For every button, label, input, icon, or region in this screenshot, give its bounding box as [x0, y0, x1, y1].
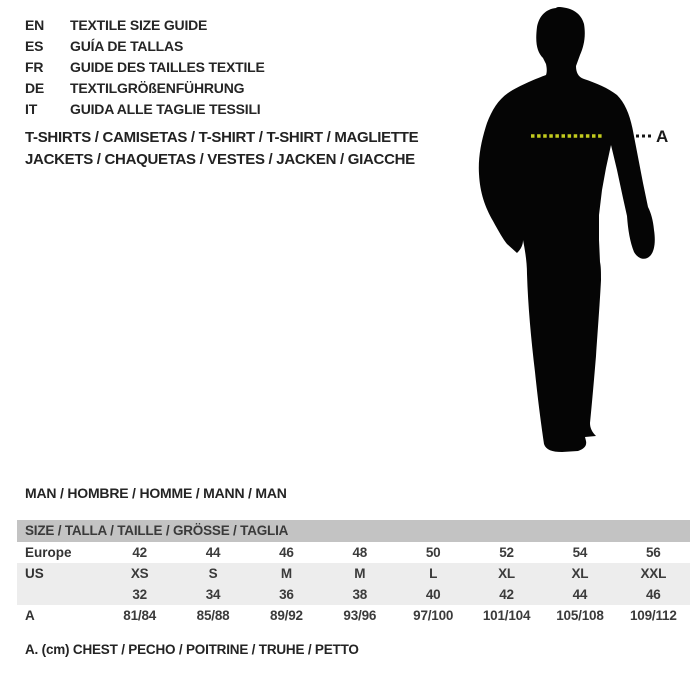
garment-categories	[25, 127, 418, 171]
table-cell: 50	[425, 545, 441, 560]
table-cell: 56	[646, 545, 661, 560]
category-tshirts: T-SHIRTS / CAMISETAS / T-SHIRT / T-SHIRT / MAGLIETTE	[25, 129, 419, 146]
language-code: IT	[25, 101, 38, 117]
language-row-de	[25, 78, 265, 99]
man-silhouette-shape	[479, 7, 655, 452]
table-cell: 42	[132, 545, 147, 560]
language-row-fr	[25, 57, 265, 78]
language-list	[25, 15, 265, 120]
table-row-extra	[17, 584, 690, 605]
footnote-chest: A. (cm) CHEST / PECHO / POITRINE / TRUHE / PETTO	[25, 642, 359, 657]
man-silhouette-figure	[455, 0, 690, 470]
table-cell: 89/92	[270, 608, 303, 623]
table-cell: 46	[646, 587, 661, 602]
table-row-europe	[17, 542, 690, 563]
language-label: TEXTILGRÖßENFÜHRUNG	[70, 80, 245, 96]
table-cell: 48	[352, 545, 368, 560]
table-cell: 97/100	[413, 608, 454, 623]
table-cell: 36	[279, 587, 294, 602]
row-label: US	[25, 566, 44, 581]
language-label: GUÍA DE TALLAS	[70, 38, 184, 54]
measure-label-a: A	[656, 127, 669, 146]
table-cell: 34	[205, 587, 221, 602]
language-label: TEXTILE SIZE GUIDE	[70, 17, 208, 33]
table-cell: 54	[572, 545, 588, 560]
table-cell: 32	[132, 587, 147, 602]
table-cell: 40	[425, 587, 441, 602]
category-jackets: JACKETS / CHAQUETAS / VESTES / JACKEN / GIACCHE	[25, 151, 415, 168]
table-cell: XXL	[640, 566, 667, 581]
table-cell: S	[208, 566, 218, 581]
table-cell: 101/104	[482, 608, 531, 623]
row-label: Europe	[25, 545, 72, 560]
section-title-man: MAN / HOMBRE / HOMME / MANN / MAN	[25, 485, 287, 501]
table-cell: 44	[572, 587, 588, 602]
table-cell: XL	[498, 566, 515, 581]
size-table-body	[17, 542, 690, 626]
language-code: DE	[25, 80, 45, 96]
table-cell: L	[429, 566, 438, 581]
language-row-it	[25, 99, 265, 120]
size-table-header: SIZE / TALLA / TAILLE / GRÖSSE / TAGLIA	[17, 520, 690, 542]
table-cell: 46	[279, 545, 294, 560]
language-code: FR	[25, 59, 44, 75]
table-cell: 85/88	[196, 608, 230, 623]
table-row-a	[17, 605, 690, 626]
table-row-us	[17, 563, 690, 584]
table-cell: XL	[571, 566, 589, 581]
language-row-es	[25, 36, 265, 57]
table-cell: 93/96	[343, 608, 377, 623]
table-cell: 81/84	[123, 608, 157, 623]
language-code: ES	[25, 38, 44, 54]
row-label: A	[25, 608, 35, 623]
row-label	[17, 584, 103, 605]
table-cell: 44	[205, 545, 221, 560]
language-code: EN	[25, 17, 45, 33]
table-cell: 105/108	[556, 608, 604, 623]
table-cell: 52	[499, 545, 514, 560]
language-label: GUIDE DES TAILLES TEXTILE	[70, 59, 265, 75]
size-table	[17, 520, 690, 626]
table-cell: 109/112	[629, 608, 677, 623]
table-cell: 42	[499, 587, 514, 602]
table-cell: M	[354, 566, 366, 581]
language-label: GUIDA ALLE TAGLIE TESSILI	[70, 101, 261, 117]
language-row-en	[25, 15, 265, 36]
table-cell: 38	[352, 587, 368, 602]
table-cell: M	[280, 566, 292, 581]
man-silhouette-svg	[455, 0, 690, 470]
table-cell: XS	[130, 566, 149, 581]
